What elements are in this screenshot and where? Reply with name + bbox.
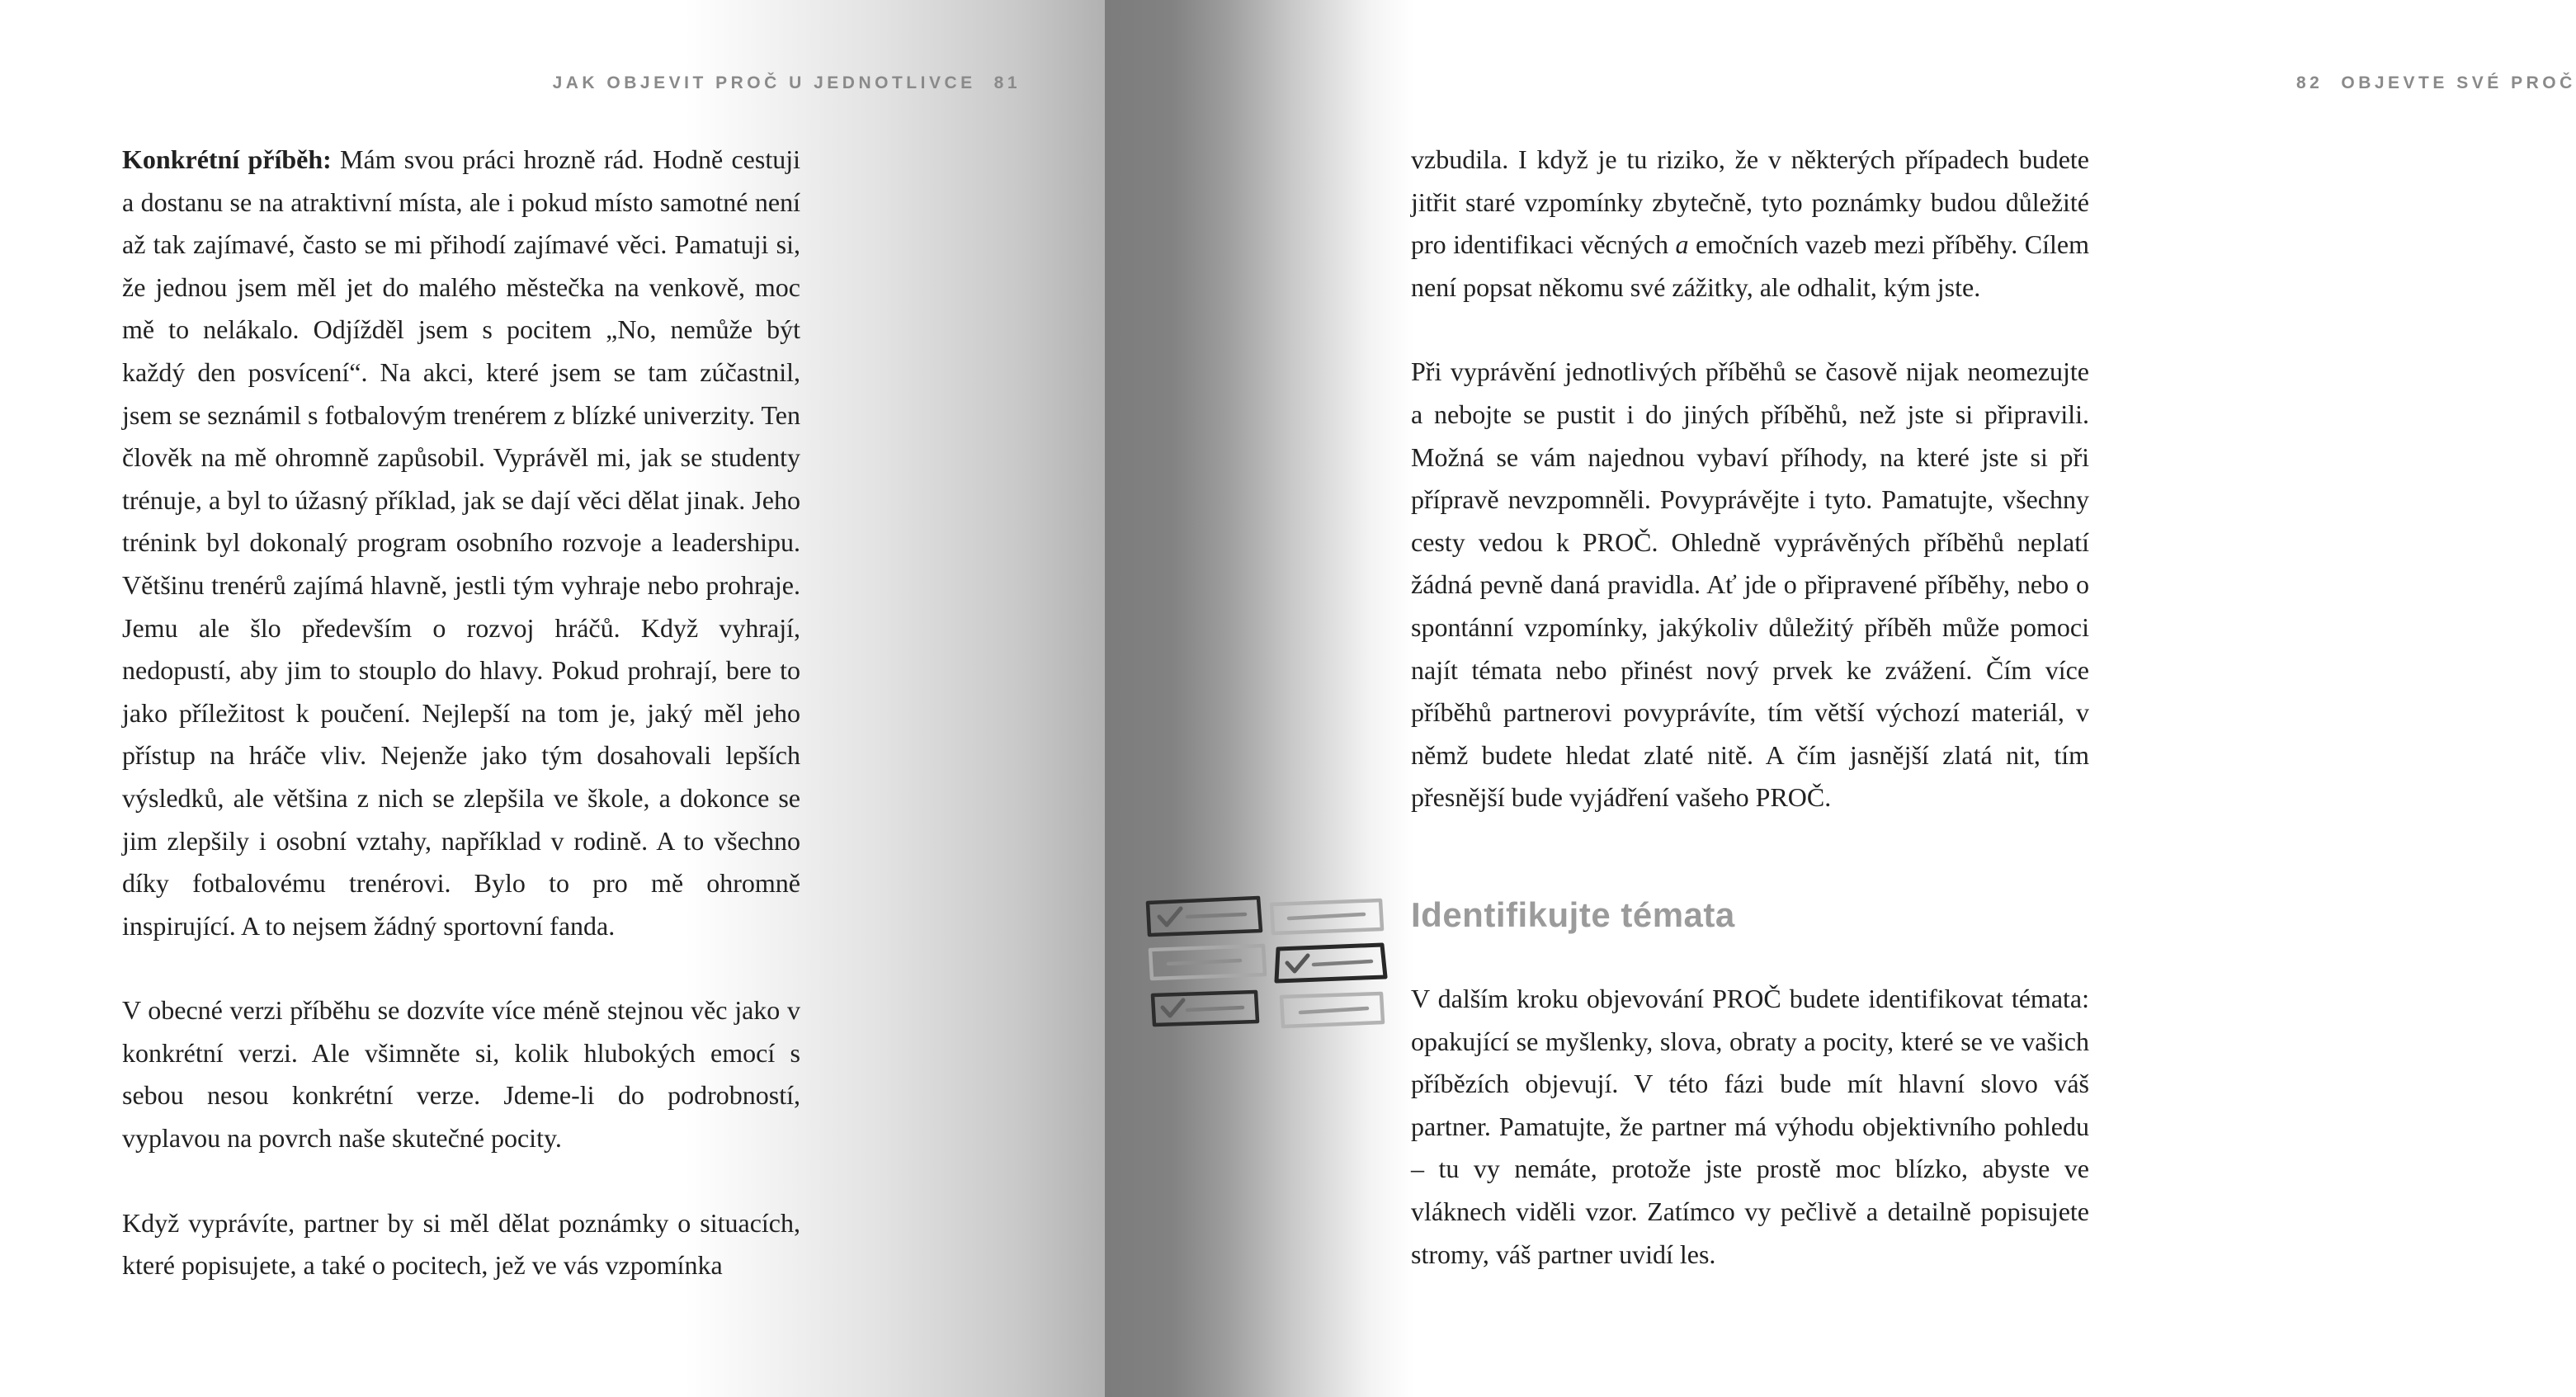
page-left	[0, 0, 1105, 1397]
section-heading: Identifikujte témata	[1411, 895, 1735, 934]
checkbox-checked-3	[1153, 992, 1257, 1025]
checkbox-checked-1	[1148, 898, 1261, 935]
running-head-left	[0, 73, 1021, 94]
text-segment: Mám svou práci hrozně rád. Hodně cestuji a dostanu se na atraktivní místa, ale i pokud místo samotné není až tak zajímavé, často se mi přihodí zajímavé věci. Pamatuji si, že jednou jsem měl jet do malého městečka na venkově, moc mě to nelákalo. Odjížděl jsem s pocitem „No, nemůže být každý den posvícení“. Na akci, které jsem se tam zúčastnil, jsem se seznámil s fotbalovým trenérem z blízké univerzity. Ten člověk na mě ohromně zapůsobil. Vyprávěl mi, jak se studenty trénuje, a byl to úžasný příklad, jak se dají věci dělat jinak. Jeho trénink byl dokonalý program osobního rozvoje a leadershipu. Většinu trenérů zajímá hlavně, jestli tým vyhraje nebo prohraje. Jemu ale šlo především o rozvoj hráčů. Když vyhrají, nedopustí, aby jim to stouplo do hlavy. Pokud prohrají, bere to jako příležitost k poučení. Nejlepší na tom je, jaký měl jeho přístup na hráče vliv. Nejenže jako tým dosahovali lepších výsledků, ale většina z nich se zlepšila ve škole, a dokonce se jim zlepšily i osobní vztahy, například v rodině. A to všechno díky fotbalovému trenérovi. Bylo to pro mě ohromně inspirující. A to nejsem žádný sportovní fanda.	[122, 144, 801, 941]
checkbox-unchecked-2	[1150, 946, 1265, 979]
text-segment: Když vyprávíte, partner by si měl dělat poznámky o situacích, které popisujete, a také o pocitech, jež ve vás vzpomínka	[122, 1207, 800, 1281]
paragraph	[1411, 978, 2089, 1276]
paragraph	[1411, 139, 2089, 309]
right-page-body-bottom	[1411, 978, 2089, 1276]
running-head-right-title: OBJEVTE SVÉ PROČ	[2341, 73, 2576, 92]
text-segment: V obecné verzi příběhu se dozvíte více méně stejnou věc jako v konkrétní verzi. Ale všimněte si, kolik hlubokých emocí s sebou nesou konkrétní verze. Jdeme-li do podrobností, vyplavou na povrch naše skutečné pocity.	[122, 995, 800, 1154]
checkmark-icon	[1163, 1000, 1183, 1016]
paragraph	[122, 139, 800, 947]
text-segment: V dalším kroku objevování PROČ budete identifikovat témata: opakující se myšlenky, slova, obraty a pocity, které se ve vašich příbězích objevují. V této fázi bude mít hlavní slovo váš partner. Pamatujte, že partner má výhodu objektivního pohledu – tu vy nemáte, protože jste prostě moc blízko, abyste ve vláknech viděli vzor. Zatímco vy pečlivě a detailně popisujete stromy, váš partner uvidí les.	[1411, 984, 2089, 1269]
text-segment: vzbudila. I když je tu riziko, že v některých případech budete jitřit staré vzpomínky zbytečně, tyto poznámky budou důležité pro identifikaci věcných	[1411, 144, 2089, 260]
left-page-body	[122, 139, 800, 1287]
text-segment: Konkrétní příběh:	[122, 144, 332, 174]
paragraph	[1411, 351, 2089, 819]
page-number-right: 82	[2296, 73, 2324, 92]
text-segment: a	[1675, 229, 1689, 260]
page-number-left: 81	[993, 73, 1021, 92]
checkbox-checked-2	[1276, 945, 1385, 981]
text-segment: Při vyprávění jednotlivých příběhů se časově nijak neomezujte a nebojte se pustit i do jiných příběhů, než jste si připravili. Možná se vám najednou vybaví příhody, na které jste si při přípravě nevzpomněli. Povyprávějte i tyto. Pamatujte, všechny cesty vedou k PROČ. Ohledně vyprávěných příběhů neplatí žádná pevně daná pravidla. Ať jde o připravené příběhy, nebo o spontánní vzpomínky, jakýkoliv důležitý příběh může pomoci najít témata nebo přinést nový prvek ke zvážení. Čím více příběhů partnerovi povyprávíte, tím větší výchozí materiál, v němž budete hledat zlaté nitě. A čím jasnější zlatá nit, tím přesnější bude vyjádření vašeho PROČ.	[1411, 356, 2089, 813]
checkmark-icon	[1159, 909, 1181, 925]
paragraph	[122, 1202, 800, 1287]
checklist-sketch-illustration	[1143, 891, 1390, 1031]
running-head-left-title: JAK OBJEVIT PROČ U JEDNOTLIVCE	[552, 73, 976, 92]
checkbox-unchecked-3	[1281, 993, 1383, 1027]
right-page-body-top	[1411, 139, 2089, 819]
text-segment: emočních vazeb mezi příběhy. Cílem není popsat někomu své zážitky, ale odhalit, kým jste.	[1411, 229, 2090, 302]
running-head-right	[2296, 73, 2576, 94]
paragraph	[122, 989, 800, 1159]
checkmark-icon	[1287, 956, 1308, 971]
checkbox-unchecked-1	[1271, 900, 1382, 933]
